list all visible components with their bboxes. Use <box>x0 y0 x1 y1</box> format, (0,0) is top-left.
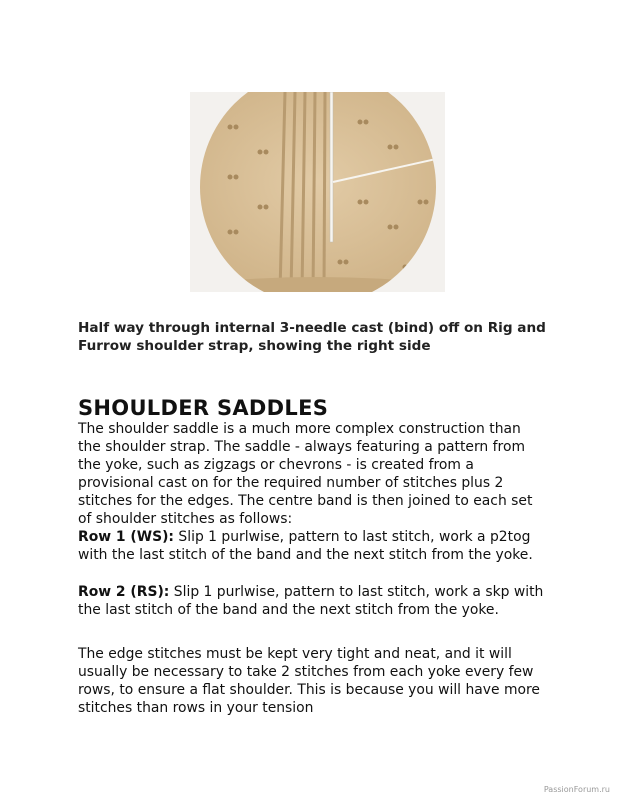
watermark: PassionForum.ru <box>543 785 610 794</box>
section-heading: SHOULDER SADDLES <box>78 396 329 420</box>
intro-text: The shoulder saddle is a much more complex construction than the shoulder strap. The saddle - always featuring a pattern from the yoke, such as zigzags or chevrons - is created from a provisional cast on for the required number of stitches plus 2 stitches for the edges. The centre band is then joined to each set of shoulder stitches as follows: <box>78 421 533 527</box>
row2-paragraph <box>78 583 548 619</box>
intro-paragraph <box>78 420 548 564</box>
row2-text: Slip 1 purlwise, pattern to last stitch, work a skp with the last stitch of the band and the next stitch from the yoke. <box>78 584 544 618</box>
knitted-fabric <box>190 92 445 292</box>
row1-text: Slip 1 purlwise, pattern to last stitch, work a p2tog with the last stitch of the band and the next stitch from the yoke. <box>78 529 533 563</box>
photo-caption: Half way through internal 3-needle cast (bind) off on Rig and Furrow shoulder strap, showing the right side <box>78 320 546 354</box>
row1-label: Row 1 (WS): <box>78 529 174 545</box>
knitting-needle <box>330 92 333 242</box>
knitting-photo <box>190 92 445 292</box>
closing-paragraph: The edge stitches must be kept very tight and neat, and it will usually be necessary to take 2 stitches from each yoke every few rows, to ensure a flat shoulder. This is because you will have more stitches than rows in your tension <box>78 646 540 716</box>
row2-label: Row 2 (RS): <box>78 584 170 600</box>
knitting-illustration <box>190 92 445 292</box>
